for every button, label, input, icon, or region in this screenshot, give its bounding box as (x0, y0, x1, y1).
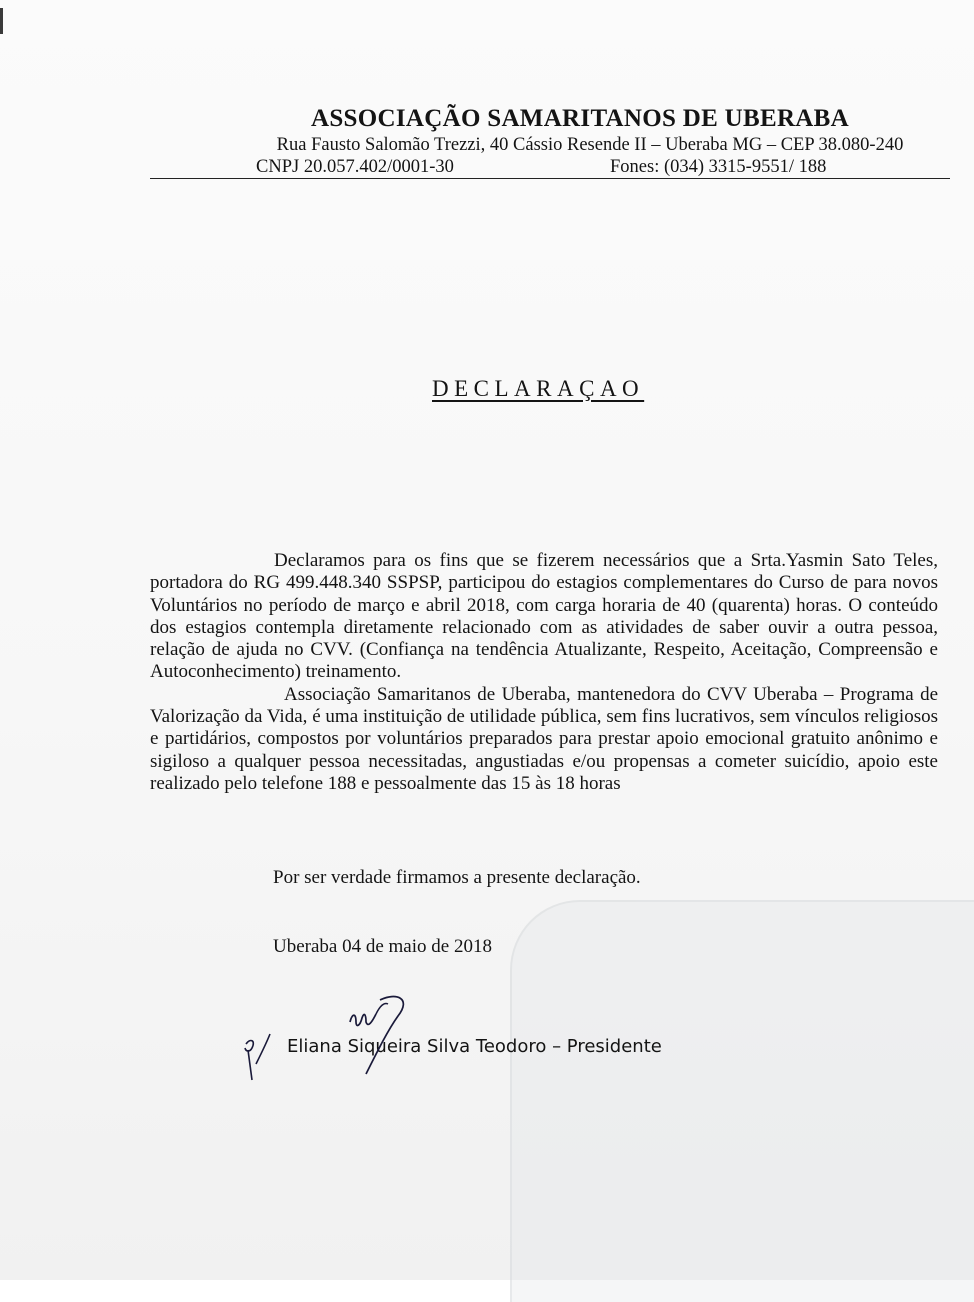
letterhead (150, 104, 950, 178)
signer-name: Eliana Siqueira Silva Teodoro – Presidente (287, 1036, 662, 1057)
document-title: DECLARAÇAO (432, 376, 645, 401)
scan-edge-mark (0, 8, 3, 34)
cnpj: CNPJ 20.057.402/0001-30 (256, 157, 454, 177)
header-divider (150, 178, 950, 179)
handwritten-pp-mark (240, 1030, 280, 1090)
declaration-paragraph-2: Associação Samaritanos de Uberaba, mantenedora do CVV Uberaba – Programa de Valorização da Vida, é uma instituição de utilidade pública, sem fins lucrativos, sem vínculos religiosos e partidários, compostos por voluntários preparados para prestar apoio emocional gratuito anônimo e sigiloso a qualquer pessoa necessitadas, angustiadas e/ou propensas a cometer suicídio, apoio este realizado pelo telefone 188 e pessoalmente das 15 às 18 horas (150, 683, 938, 794)
stamp-shadow (510, 900, 974, 1302)
closing-statement: Por ser verdade firmamos a presente declaração. (273, 867, 641, 888)
handwritten-signature (336, 992, 426, 1082)
organization-name: ASSOCIAÇÃO SAMARITANOS DE UBERABA (311, 105, 849, 132)
declaration-body (150, 550, 938, 795)
phone-numbers: Fones: (034) 3315-9551/ 188 (610, 157, 827, 177)
declaration-paragraph-1: Declaramos para os fins que se fizerem necessários que a Srta.Yasmin Sato Teles, portadora do RG 499.448.340 SSPSP, participou do estagios complementares do Curso de para novos Voluntários no período de março e abril 2018, com carga horaria de 40 (quarenta) horas. O conteúdo dos estagios contempla diretamente relacionado com as atividades de saber ouvir a outra pessoa, relação de ajuda no CVV. (Confiança na tendência Atualizante, Respeito, Aceitação, Compreensão e Autoconhecimento) treinamento. (150, 550, 938, 683)
organization-address: Rua Fausto Salomão Trezzi, 40 Cássio Resende II – Uberaba MG – CEP 38.080-240 (276, 135, 904, 155)
date-line: Uberaba 04 de maio de 2018 (273, 936, 492, 957)
contact-row (150, 156, 950, 178)
